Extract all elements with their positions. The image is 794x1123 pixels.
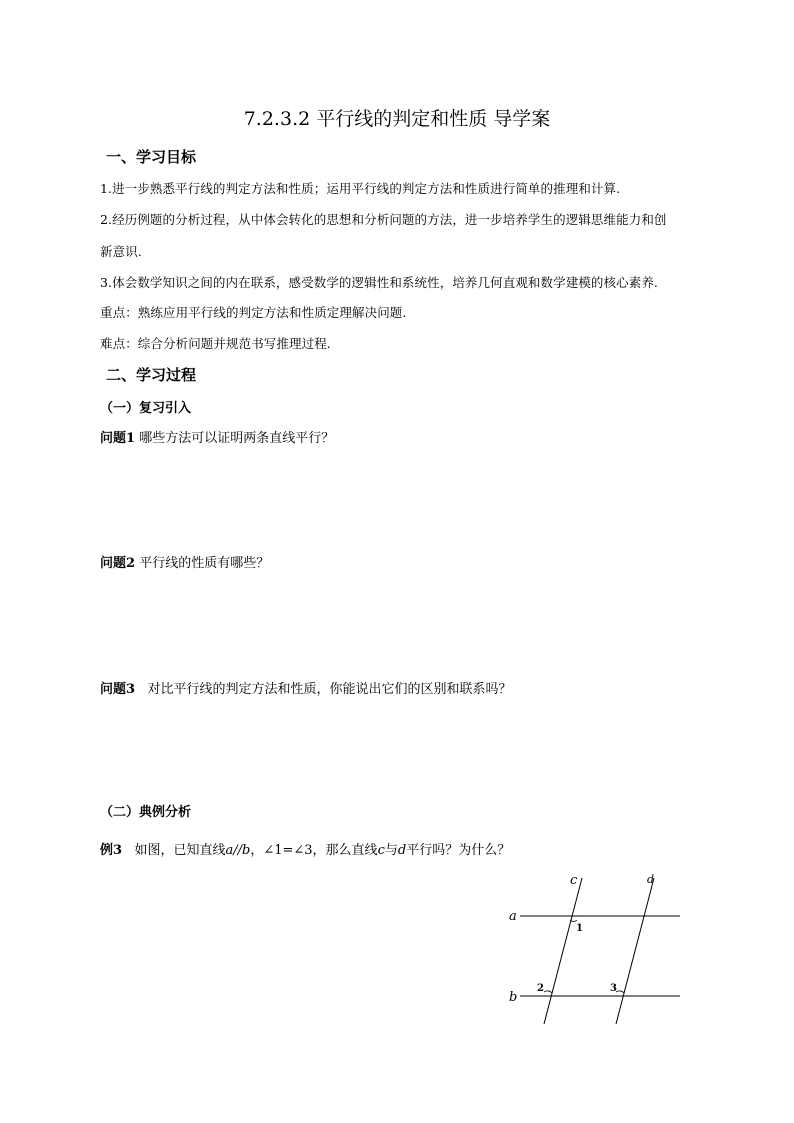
objective-1: 1.进一步熟悉平行线的判定方法和性质；运用平行线的判定方法和性质进行简单的推理和计算. bbox=[100, 181, 621, 196]
label-angle-1: 1 bbox=[576, 923, 583, 934]
question-1 bbox=[100, 427, 334, 446]
subsection-examples: （二）典例分析 bbox=[100, 805, 192, 820]
example-3-var-b: b bbox=[242, 843, 251, 858]
label-a: a bbox=[509, 909, 517, 924]
example-3-var-c: c bbox=[377, 843, 385, 858]
question-2 bbox=[100, 552, 269, 571]
example-3-text-b: ，∠1=∠3，那么直线 bbox=[250, 843, 378, 858]
difficulty-point: 难点：综合分析问题并规范书写推理过程. bbox=[100, 336, 331, 351]
question-2-text: 平行线的性质有哪些？ bbox=[139, 556, 270, 571]
objective-3: 3.体会数学知识之间的内在联系，感受数学的逻辑性和系统性，培养几何直观和数学建模的核心素养. bbox=[100, 275, 659, 290]
question-3-text: 对比平行线的判定方法和性质，你能说出它们的区别和联系吗？ bbox=[147, 682, 512, 697]
label-angle-3: 3 bbox=[610, 983, 617, 994]
section-heading-process: 二、学习过程 bbox=[106, 366, 197, 384]
label-angle-2: 2 bbox=[537, 983, 544, 994]
line-c bbox=[544, 878, 582, 1024]
objective-2-line-1: 2.经历例题的分析过程，从中体会转化的思想和分析问题的方法，进一步培养学生的逻辑思维能力和创 bbox=[100, 212, 667, 227]
subsection-review: （一）复习引入 bbox=[100, 401, 192, 416]
label-b: b bbox=[509, 990, 518, 1005]
question-3-label: 问题3 bbox=[100, 682, 136, 697]
objective-2-line-2: 新意识. bbox=[100, 244, 142, 259]
angle-2-arc bbox=[544, 991, 552, 993]
page-title: 7.2.3.2 平行线的判定和性质 导学案 bbox=[243, 108, 551, 130]
question-1-text: 哪些方法可以证明两条直线平行？ bbox=[139, 431, 335, 446]
example-3-parallel: // bbox=[233, 843, 242, 858]
label-d: d bbox=[647, 873, 655, 886]
parallel-lines-figure bbox=[500, 868, 700, 1034]
section-heading-objectives: 一、学习目标 bbox=[106, 148, 197, 166]
example-3-text-a: 如图，已知直线 bbox=[134, 843, 226, 858]
label-c: c bbox=[570, 873, 578, 888]
question-3 bbox=[100, 678, 511, 697]
key-point: 重点：熟练应用平行线的判定方法和性质定理解决问题. bbox=[100, 305, 407, 320]
example-3-var-d: d bbox=[397, 843, 407, 858]
angle-3-arc bbox=[616, 991, 624, 993]
line-d bbox=[616, 878, 654, 1024]
question-2-label: 问题2 bbox=[100, 556, 136, 571]
example-3-label: 例3 bbox=[100, 843, 123, 858]
question-1-label: 问题1 bbox=[100, 431, 136, 446]
example-3 bbox=[100, 839, 510, 858]
example-3-text-d: 平行吗？为什么？ bbox=[406, 843, 511, 858]
example-3-text-c: 与 bbox=[384, 843, 398, 858]
example-3-var-a: a bbox=[225, 843, 234, 858]
